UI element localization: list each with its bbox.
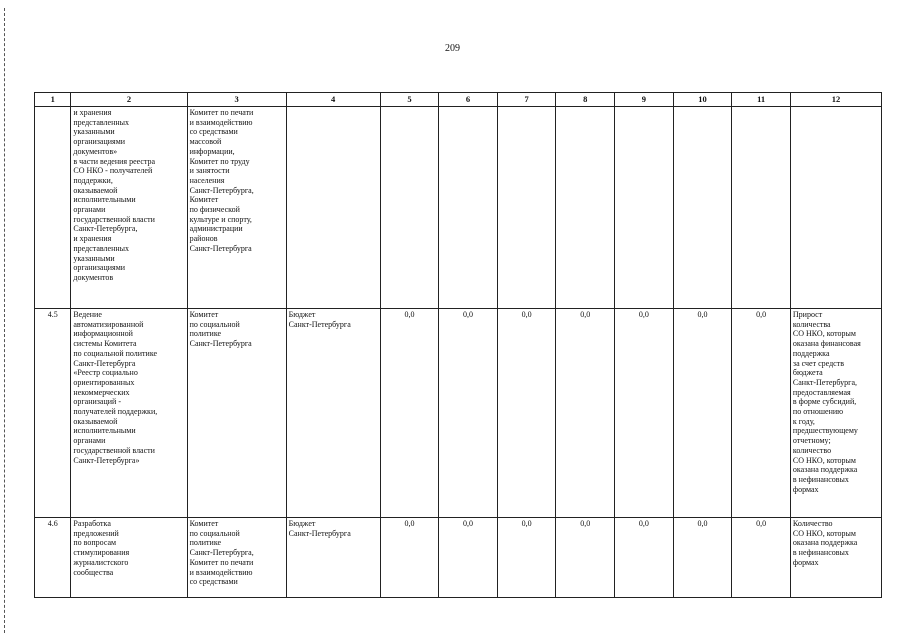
activity-name: и хранения представленных указанными организациями документов» в части ведения реестра СО НКО - получателей поддержки, оказываемой исполнительными органами государственной власти Санкт-Петербурга, и хранения представленных указанными организациями документов: [71, 107, 187, 309]
column-header: 10: [673, 93, 732, 107]
indicator: [790, 107, 881, 309]
value-col-11: [732, 107, 791, 309]
executor: Комитет по печати и взаимодействию со средствами массовой информации, Комитет по труду и занятости населения Санкт-Петербурга, Комитет по физической культуре и спорту, администрации районов Санкт-Петербурга: [187, 107, 286, 309]
table-row: [35, 518, 882, 598]
value-col-7: [497, 107, 556, 309]
value-col-11: 0,0: [732, 309, 791, 518]
column-header: 1: [35, 93, 71, 107]
value-col-7: 0,0: [497, 309, 556, 518]
table-row: [35, 107, 882, 309]
column-header: 12: [790, 93, 881, 107]
value-col-10: 0,0: [673, 518, 732, 598]
row-number: 4.5: [35, 309, 71, 518]
funding-source: Бюджет Санкт-Петербурга: [286, 518, 380, 598]
funding-source: Бюджет Санкт-Петербурга: [286, 309, 380, 518]
column-header: 3: [187, 93, 286, 107]
value-col-8: 0,0: [556, 309, 615, 518]
value-col-6: 0,0: [439, 518, 498, 598]
executor: Комитет по социальной политике Санкт-Петербурга, Комитет по печати и взаимодействию со средствами: [187, 518, 286, 598]
column-header: 5: [380, 93, 439, 107]
column-header: 4: [286, 93, 380, 107]
executor: Комитет по социальной политике Санкт-Петербурга: [187, 309, 286, 518]
value-col-9: 0,0: [615, 309, 674, 518]
column-header: 7: [497, 93, 556, 107]
value-col-8: [556, 107, 615, 309]
table-row: [35, 309, 882, 518]
value-col-6: [439, 107, 498, 309]
column-header: 2: [71, 93, 187, 107]
row-number: [35, 107, 71, 309]
funding-source: [286, 107, 380, 309]
indicator: Прирост количества СО НКО, которым оказана финансовая поддержка за счет средств бюджета Санкт-Петербурга, предоставляемая в форме субсидий, по отношению к году, предшествующему отчетному; количество СО НКО, которым оказана поддержка в нефинансовых формах: [790, 309, 881, 518]
activity-name: Разработка предложений по вопросам стимулирования журналистского сообщества: [71, 518, 187, 598]
column-header: 11: [732, 93, 791, 107]
value-col-9: 0,0: [615, 518, 674, 598]
value-col-5: [380, 107, 439, 309]
page-number: 209: [445, 43, 460, 54]
value-col-5: 0,0: [380, 518, 439, 598]
program-activities-table: [34, 92, 882, 598]
activity-name: Ведение автоматизированной информационной системы Комитета по социальной политике Санкт-Петербурга «Реестр социально ориентированных некоммерческих организаций - получателей поддержки, оказываемой исполнительными органами государственной власти Санкт-Петербурга»: [71, 309, 187, 518]
value-col-7: 0,0: [497, 518, 556, 598]
value-col-11: 0,0: [732, 518, 791, 598]
column-header: 9: [615, 93, 674, 107]
page-margin-line: [4, 8, 5, 633]
indicator: Количество СО НКО, которым оказана поддержка в нефинансовых формах: [790, 518, 881, 598]
row-number: 4.6: [35, 518, 71, 598]
column-header: 8: [556, 93, 615, 107]
value-col-8: 0,0: [556, 518, 615, 598]
value-col-10: [673, 107, 732, 309]
value-col-5: 0,0: [380, 309, 439, 518]
value-col-6: 0,0: [439, 309, 498, 518]
table-header-row: [35, 93, 882, 107]
column-header: 6: [439, 93, 498, 107]
value-col-10: 0,0: [673, 309, 732, 518]
value-col-9: [615, 107, 674, 309]
